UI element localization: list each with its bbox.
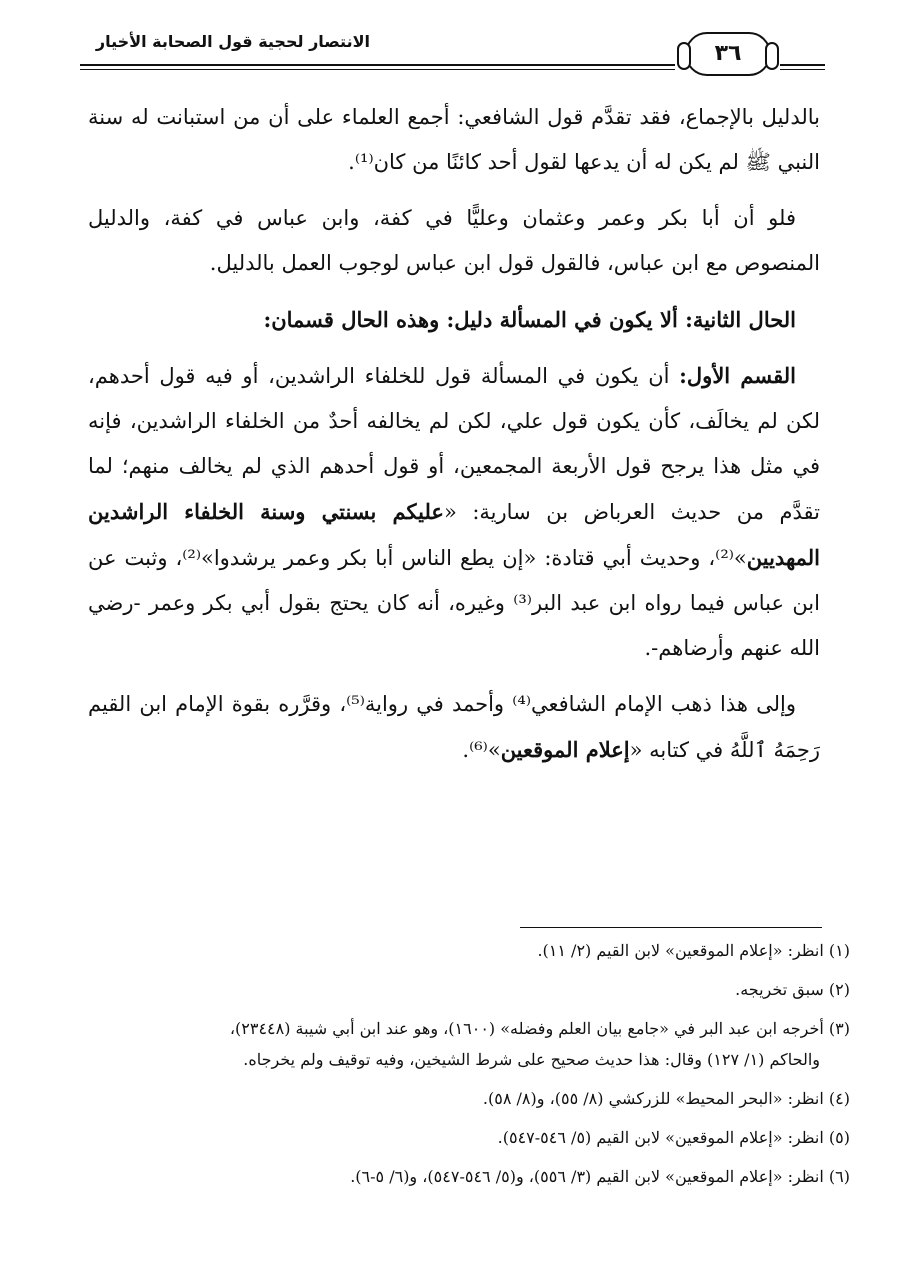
section-heading: الحال الثانية: ألا يكون في المسألة دليل: وهذه الحال قسمان: xyxy=(263,307,796,332)
body-text xyxy=(88,95,820,784)
footnote-6: (٦) انظر: «إعلام الموقعين» لابن القيم (٣/ ٥٥٦)، و(٥/ ٥٤٦-٥٤٧)، و(٦/ ٥-٦). xyxy=(350,1167,850,1186)
header-rule-left xyxy=(80,64,675,66)
footnote-4: (٤) انظر: «البحر المحيط» للزركشي (٨/ ٥٥)، و(٨/ ٥٨). xyxy=(482,1089,850,1108)
footnote-1: (١) انظر: «إعلام الموقعين» لابن القيم (٢/ ١١). xyxy=(537,941,850,960)
running-title: الانتصار لحجية قول الصحابة الأخيار xyxy=(95,32,370,51)
footnote-3-continued: والحاكم (١/ ١٢٧) وقال: هذا حديث صحيح على شرط الشيخين، وفيه توقيف ولم يخرجاه. xyxy=(243,1050,820,1069)
paragraph-3-text-a: أن يكون في المسألة قول للخلفاء الراشدين، أو فيه قول أحدهم، لكن لم يخالَف، كأن يكون قول علي، لكن لم يخالفه أحدٌ من الخلفاء الراشدين، فإنه في مثل هذا يرجح قول الأربعة المجمعين، أو قول أحدهم الذي لم يخالف منهم؛ لما تقدَّم من حديث العرباض بن سارية: « xyxy=(88,364,820,524)
paragraph-4-text-a: وإلى هذا ذهب الإمام الشافعي⁽⁴⁾ وأحمد في رواية⁽⁵⁾، وقرَّره بقوة الإمام ابن القيم رَحِمَهُ ٱللَّهُ في كتابه « xyxy=(88,692,820,762)
page-header xyxy=(80,30,825,90)
footnotes xyxy=(88,935,850,1200)
paragraph-3 xyxy=(88,353,820,671)
paragraph-4-text-b: »⁽⁶⁾. xyxy=(462,738,501,762)
paragraph-1: بالدليل بالإجماع، فقد تقدَّم قول الشافعي: أجمع العلماء على أن من استبانت له سنة النبي ﷺ لم يكن له أن يدعها لقول أحد كائنًا من كان⁽¹⁾. xyxy=(88,105,820,174)
footnote-3: (٣) أخرجه ابن عبد البر في «جامع بيان العلم وفضله» (١٦٠٠)، وهو عند ابن أبي شيبة (٢٣٤٤٨)، xyxy=(229,1019,850,1038)
page-number-badge: ٣٦ xyxy=(685,32,771,76)
footnote-5: (٥) انظر: «إعلام الموقعين» لابن القيم (٥/ ٥٤٦-٥٤٧). xyxy=(497,1128,850,1147)
hadith-quote: عليكم بسنتي وسنة الخلفاء الراشدين المهديين xyxy=(88,499,820,570)
book-title: إعلام الموقعين xyxy=(500,737,630,762)
paragraph-2: فلو أن أبا بكر وعمر وعثمان وعليًّا في كفة، وابن عباس في كفة، والدليل المنصوص مع ابن عباس، فالقول قول ابن عباس لوجوب العمل بالدليل. xyxy=(88,206,820,275)
footnote-2: (٢) سبق تخريجه. xyxy=(735,980,850,999)
paragraph-3-lead: القسم الأول: xyxy=(679,363,796,388)
paragraph-3-text-b: »⁽²⁾، وحديث أبي قتادة: «إن يطع الناس أبا بكر وعمر يرشدوا»⁽²⁾، وثبت عن ابن عباس فيما رواه ابن عبد البر⁽³⁾ وغيره، أنه كان يحتج بقول أبي بكر وعمر -رضي الله عنهم وأرضاهم-. xyxy=(88,546,820,660)
paragraph-4 xyxy=(88,682,820,773)
footnote-separator xyxy=(520,927,822,928)
header-rule-right xyxy=(780,64,825,66)
